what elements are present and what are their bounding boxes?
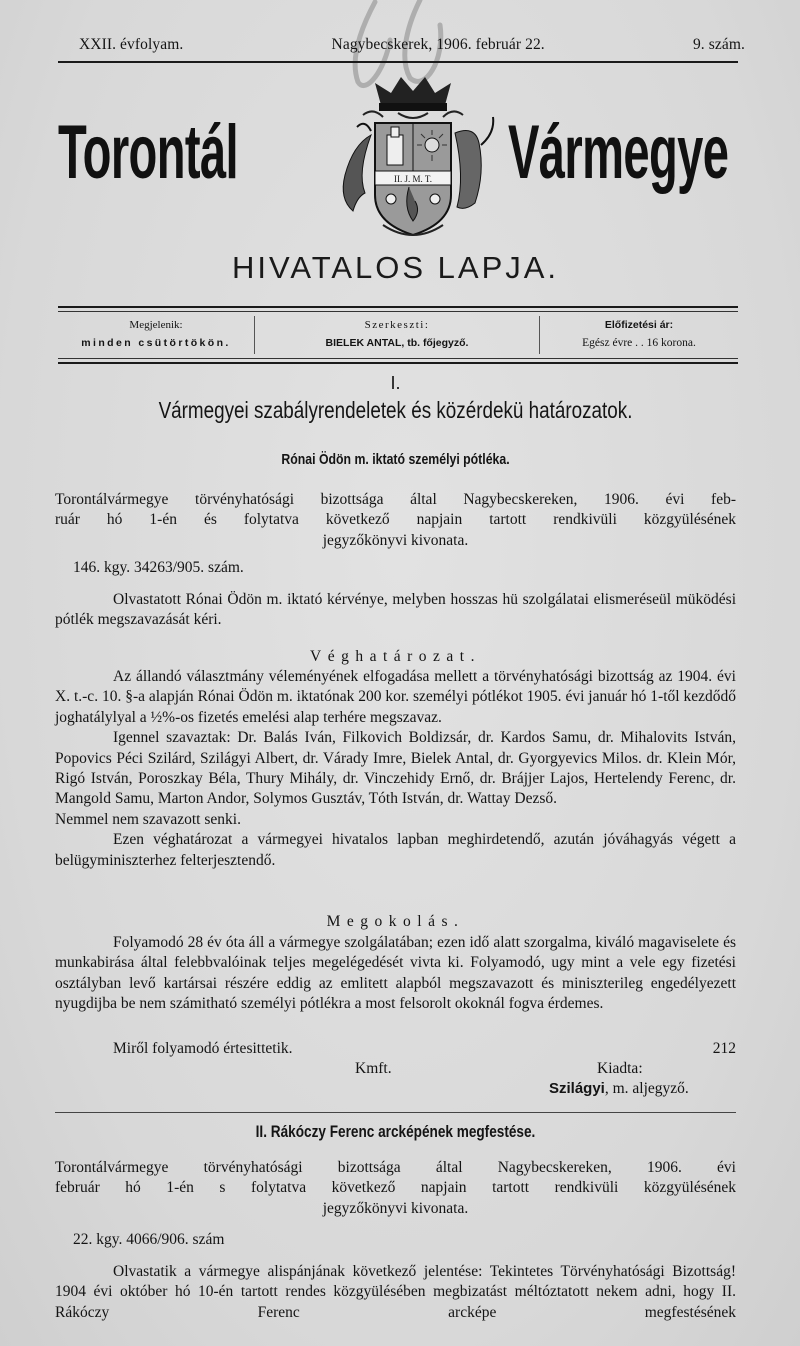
masthead-title-right: Vármegye [508,110,729,195]
masthead [55,75,736,235]
reasoning-body: Folyamodó 28 év óta áll a vármegye szolgálatában; ezen idő alatt szorgalma, kiváló magaviselete és munkabirása által felebbvalóinak teljes megelégedését vivta ki. Folyamodó, ugy mint a vele egy fizetési osztályban levő kartársai részére eddig az emlitett alapból megszavazott és miniszterileg engedélyezett nyugdijba be nem számitható személyi pótlékra a most felsorolt okoknál fogva érdemes. [55,934,736,1013]
issue-header [75,36,745,54]
section2-body: Olvastatik a vármegye alispánjának következő jelentése: Tekintetes Törvényhatósági Bizottság! 1904 évi október hó 10-én tartott rendes közgyülésében megbizatást méltóztatott nekem adni, hogy II. Rákóczy Ferenc arcképe megfestésének [55,1263,736,1321]
info-rule-bottom-thin [58,358,738,359]
place-date-label: Nagybecskerek, 1906. február 22. [331,36,545,53]
masthead-title-left: Torontál [58,110,239,195]
article-title: Rónai Ödön m. iktató személyi pótléka. [281,451,510,468]
section-number: I. [390,373,401,393]
coat-of-arms-icon [313,75,513,245]
kmft-label: Kmft. [355,1060,392,1077]
signatory-name: Szilágyi [549,1080,605,1097]
reference-number: 146. kgy. 34263/905. szám. [73,559,244,576]
minutes-intro: Torontálvármegye törvényhatósági bizottsága által Nagybecskereken, 1906. évi feb- ruár hó 1-én és folytatva következő napjain tartott rendkivüli közgyülésének jegyzőkönyvi kivonata. [55,491,736,549]
issue-number-label: 9. szám. [692,36,745,53]
info-rule-bottom-thick [58,362,738,364]
issued-by-label: Kiadta: [597,1060,643,1077]
signatory-title: , m. aljegyző. [604,1080,689,1097]
editor-info: Szerkeszti: BIELEK ANTAL, tb. főjegyző. [254,316,540,354]
section-divider [55,1112,736,1113]
section2-title: II. Rákóczy Ferenc arcképének megfestése. [255,1122,536,1141]
masthead-subtitle: HIVATALOS LAPJA. [231,250,560,285]
publication-info-box [58,306,738,364]
section-title: Vármegyei szabályrendeletek és közérdekü határozatok. [158,397,633,423]
reasoning-heading: Megokolás. [326,913,465,930]
section2-minutes-intro: Torontálvármegye törvényhatósági bizottsága által Nagybecskereken, 1906. évi február hó 1-én s folytatva következő napjain tartott rendkivüli közgyülésének jegyzőkönyvi kivonata. [55,1159,736,1217]
subscription-price: Előfizetési ár: Egész évre . . 16 korona. [582,319,696,349]
request-paragraph: Olvastatott Rónai Ödön m. iktató kérvénye, melyben hosszas hü szolgálatai elismeréseül müködési pótlék megszavazását kéri. [55,591,736,629]
page-reference-number: 212 [712,1040,736,1057]
resolution-heading: Véghatározat. [310,648,481,665]
publication-schedule: Megjelenik: minden csütörtökön. [81,319,231,349]
signature [549,1080,689,1098]
svg-text:II. J. M. T.: II. J. M. T. [394,174,432,184]
header-divider [58,61,738,63]
resolution-body: Az állandó választmány véleményének elfogadása mellett a törvényhatósági bizottság az 1904. évi X. t.-c. 10. §-a alapján Rónai Ödön m. iktatónak 200 kor. személyi pótlékot 1905. évi január hó 1-től kezdődő joghatálylyal a ½%-os fizetés emelési alap terhére megszavaz. Igennel szavaztak: Dr. Balás Iván, Filkovich Boldizsár, dr. Kardos Samu, dr. Mihalovits István, Popovics Péci Szilárd, Szilágyi Albert, dr. Várady Imre, Bielek Antal, dr. Gyorgyevics Milos. dr. Klein Mór, Rigó István, Poroszkay Béla, Thury Mihály, dr. Vinczehidy Ernő, dr. Brájjer Lajos, Hertelendy Ferenc, dr. Mangold Samu, Marton Andor, Solymos Gusztáv, Tóth István, dr. Wattay Dezső. Nemmel nem szavazott senki. Ezen véghatározat a vármegyei hivatalos lapban meghirdetendő, azután jóváhagyás végett a belügyminiszterhez felterjesztendő. [55,668,736,869]
volume-label: XXII. évfolyam. [79,36,184,53]
info-rule-top-thick [58,306,738,308]
info-rule-top-thin [58,311,738,312]
section2-reference: 22. kgy. 4066/906. szám [73,1231,225,1248]
notice-text: Miről folyamodó értesittetik. [113,1040,293,1057]
